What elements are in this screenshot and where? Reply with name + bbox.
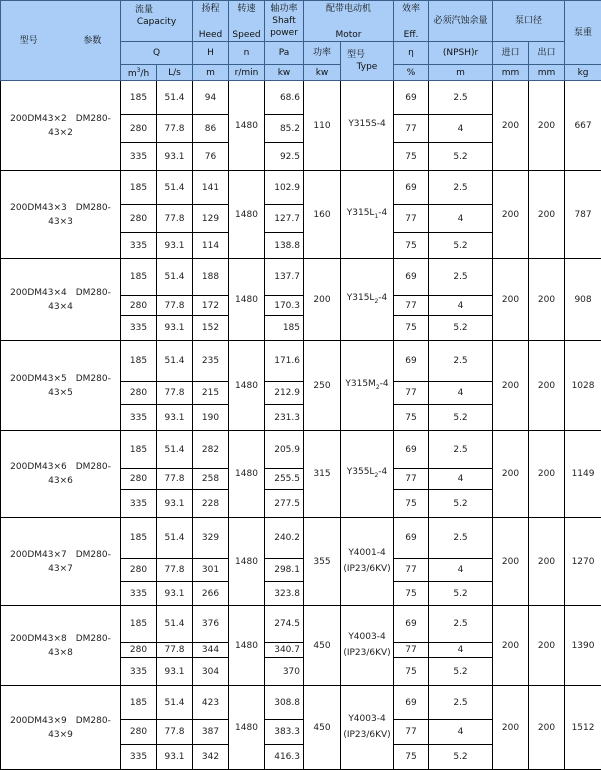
head-cell: 344 <box>193 643 229 658</box>
head-cell: 329 <box>193 518 229 559</box>
unit-kw-motor: kw <box>304 65 341 81</box>
q-symbol: Q <box>121 42 193 65</box>
speed-cell: 1480 <box>229 341 265 431</box>
flow-ls-cell: 93.1 <box>157 745 193 770</box>
flow-m3h-cell: 280 <box>121 559 157 582</box>
speed-cell: 1480 <box>229 686 265 770</box>
shaft-power-cell: 340.7 <box>265 643 304 658</box>
head-cell: 301 <box>193 559 229 582</box>
motor-cn: 配带电动机 <box>304 3 393 15</box>
flow-m3h-cell: 185 <box>121 259 157 296</box>
motor-power-cell: 200 <box>304 259 341 341</box>
head-cell: 94 <box>193 81 229 115</box>
efficiency-cell: 69 <box>394 171 429 205</box>
flow-m3h-cell: 335 <box>121 582 157 606</box>
flow-ls-cell: 93.1 <box>157 143 193 171</box>
efficiency-cell: 69 <box>394 341 429 382</box>
motor-type-cell: Y4001-4 (IP23/6KV) <box>341 518 394 606</box>
outlet-cell: 200 <box>529 686 565 770</box>
speed-cell: 1480 <box>229 518 265 606</box>
shaft-cn: 轴功率 <box>265 1 303 15</box>
inlet-label: 进口 <box>493 42 529 65</box>
motor-power-cell: 160 <box>304 171 341 259</box>
unit-m: m <box>193 65 229 81</box>
head-cell: 423 <box>193 686 229 720</box>
table-body <box>1 81 601 770</box>
head-cn: 扬程 <box>193 3 228 15</box>
weight-cell: 787 <box>565 171 601 259</box>
flow-ls-cell: 93.1 <box>157 316 193 341</box>
unit-pct: % <box>394 65 429 81</box>
head-cell: 114 <box>193 233 229 259</box>
flow-ls-cell: 51.4 <box>157 171 193 205</box>
efficiency-header <box>394 1 429 42</box>
head-cell: 188 <box>193 259 229 296</box>
motor-en: Motor <box>304 29 393 41</box>
efficiency-cell: 77 <box>394 205 429 233</box>
speed-cell: 1480 <box>229 431 265 518</box>
motor-type-en: Type <box>341 61 393 73</box>
capacity-header <box>121 1 193 42</box>
npsh-cell: 4 <box>429 559 493 582</box>
speed-cell: 1480 <box>229 81 265 171</box>
flow-m3h-cell: 280 <box>121 469 157 490</box>
shaft-power-cell: 308.8 <box>265 686 304 720</box>
eta-symbol: η <box>394 42 429 65</box>
motor-power-cell: 110 <box>304 81 341 171</box>
unit-m3h: $m^3/h$ <box>121 65 157 81</box>
efficiency-cell: 77 <box>394 720 429 745</box>
shaft-power-cell: 240.2 <box>265 518 304 559</box>
shaft-power-cell: 370 <box>265 658 304 686</box>
efficiency-cell: 75 <box>394 143 429 171</box>
head-cell: 86 <box>193 115 229 143</box>
flow-ls-cell: 77.8 <box>157 115 193 143</box>
efficiency-cell: 75 <box>394 658 429 686</box>
flow-m3h-cell: 280 <box>121 296 157 316</box>
weight-cell: 1028 <box>565 341 601 431</box>
model-cell: 200DM43×6 DM280- 43×6 <box>1 431 121 518</box>
efficiency-cell: 75 <box>394 316 429 341</box>
npsh-cell: 2.5 <box>429 259 493 296</box>
unit-kw-shaft: kw <box>265 65 304 81</box>
weight-cell: 908 <box>565 259 601 341</box>
flow-m3h-cell: 280 <box>121 720 157 745</box>
flow-m3h-cell: 280 <box>121 643 157 658</box>
shaft-power-cell: 205.9 <box>265 431 304 469</box>
flow-ls-cell: 51.4 <box>157 259 193 296</box>
table-row <box>1 606 601 643</box>
motor-power-cell: 450 <box>304 686 341 770</box>
unit-ls: L/s <box>157 65 193 81</box>
head-en: Heed <box>193 29 228 41</box>
npsh-cell: 2.5 <box>429 606 493 643</box>
head-cell: 141 <box>193 171 229 205</box>
shaft-en1: Shaft <box>265 15 303 27</box>
motor-power-cell: 355 <box>304 518 341 606</box>
shaft-power-cell: 68.6 <box>265 81 304 115</box>
npsh-cell: 4 <box>429 296 493 316</box>
head-cell: 76 <box>193 143 229 171</box>
flow-m3h-cell: 335 <box>121 316 157 341</box>
head-cell: 215 <box>193 382 229 405</box>
h-symbol: H <box>193 42 229 65</box>
head-cell: 282 <box>193 431 229 469</box>
flow-m3h-cell: 335 <box>121 405 157 431</box>
shaft-power-cell: 212.9 <box>265 382 304 405</box>
shaft-power-cell: 85.2 <box>265 115 304 143</box>
n-symbol: n <box>229 42 265 65</box>
shaft-power-cell: 274.5 <box>265 606 304 643</box>
shaft-power-cell: 92.5 <box>265 143 304 171</box>
inlet-cell: 200 <box>493 606 529 686</box>
flow-m3h-cell: 335 <box>121 658 157 686</box>
npsh-cell: 5.2 <box>429 316 493 341</box>
outlet-cell: 200 <box>529 81 565 171</box>
shaft-power-cell: 277.5 <box>265 490 304 518</box>
table-row <box>1 81 601 115</box>
efficiency-cell: 77 <box>394 382 429 405</box>
flow-m3h-cell: 335 <box>121 143 157 171</box>
flow-m3h-cell: 185 <box>121 606 157 643</box>
flow-ls-cell: 77.8 <box>157 382 193 405</box>
efficiency-cell: 75 <box>394 745 429 770</box>
flow-m3h-cell: 280 <box>121 382 157 405</box>
npsh-cell: 2.5 <box>429 431 493 469</box>
eff-en: Eff. <box>394 29 428 41</box>
flow-m3h-cell: 280 <box>121 205 157 233</box>
motor-type-cell: Y4003-4 (IP23/6KV) <box>341 606 394 686</box>
head-cell: 228 <box>193 490 229 518</box>
shaft-power-cell: 102.9 <box>265 171 304 205</box>
flow-ls-cell: 93.1 <box>157 405 193 431</box>
head-cell: 235 <box>193 341 229 382</box>
shaft-en2: power <box>265 27 303 39</box>
speed-header <box>229 1 265 42</box>
inlet-cell: 200 <box>493 81 529 171</box>
head-cell: 129 <box>193 205 229 233</box>
model-cell: 200DM43×7 DM280- 43×7 <box>1 518 121 606</box>
npsh-cell: 5.2 <box>429 658 493 686</box>
table-row <box>1 431 601 469</box>
flow-ls-cell: 77.8 <box>157 720 193 745</box>
speed-cell: 1480 <box>229 259 265 341</box>
motor-type-cell: $Y355L_2-4$ <box>341 431 394 518</box>
shaft-power-cell: 416.3 <box>265 745 304 770</box>
npsh-cell: 2.5 <box>429 686 493 720</box>
flow-ls-cell: 77.8 <box>157 469 193 490</box>
flow-m3h-cell: 185 <box>121 81 157 115</box>
npsh-cell: 5.2 <box>429 405 493 431</box>
eff-cn: 效率 <box>394 3 428 15</box>
shaft-power-cell: 138.8 <box>265 233 304 259</box>
efficiency-cell: 69 <box>394 81 429 115</box>
head-header <box>193 1 229 42</box>
model-cell: 200DM43×8 DM280- 43×8 <box>1 606 121 686</box>
param-label: 参数 <box>83 36 101 46</box>
head-cell: 258 <box>193 469 229 490</box>
speed-cell: 1480 <box>229 171 265 259</box>
flow-ls-cell: 51.4 <box>157 81 193 115</box>
head-cell: 304 <box>193 658 229 686</box>
npsh-cell: 5.2 <box>429 745 493 770</box>
unit-mm-inlet: mm <box>493 65 529 81</box>
flow-ls-cell: 51.4 <box>157 341 193 382</box>
shaft-power-cell: 298.1 <box>265 559 304 582</box>
weight-cell: 1270 <box>565 518 601 606</box>
table-row <box>1 341 601 382</box>
npsh-symbol: (NPSH)r <box>429 42 493 65</box>
model-cell: 200DM43×5 DM280- 43×5 <box>1 341 121 431</box>
motor-type-cell: $Y315M_2-4$ <box>341 341 394 431</box>
flow-ls-cell: 51.4 <box>157 518 193 559</box>
model-cell: 200DM43×3 DM280- 43×3 <box>1 171 121 259</box>
motor-type-header <box>341 42 394 81</box>
flow-ls-cell: 77.8 <box>157 205 193 233</box>
capacity-cn: 流量 <box>121 1 192 16</box>
flow-ls-cell: 51.4 <box>157 606 193 643</box>
motor-type-cell: Y4003-4 (IP23/6KV) <box>341 686 394 770</box>
speed-en: Speed <box>229 29 264 41</box>
table-header <box>1 1 601 81</box>
efficiency-cell: 69 <box>394 518 429 559</box>
flow-ls-cell: 93.1 <box>157 233 193 259</box>
npsh-cell: 4 <box>429 205 493 233</box>
efficiency-cell: 75 <box>394 582 429 606</box>
shaft-power-header <box>265 1 304 42</box>
weight-cell: 1149 <box>565 431 601 518</box>
table-row <box>1 171 601 205</box>
npsh-header: 必须汽蚀余量 <box>429 1 493 42</box>
table-row <box>1 259 601 296</box>
flow-ls-cell: 77.8 <box>157 559 193 582</box>
shaft-power-cell: 171.6 <box>265 341 304 382</box>
motor-power-cell: 450 <box>304 606 341 686</box>
flow-ls-cell: 93.1 <box>157 582 193 606</box>
npsh-cell: 5.2 <box>429 143 493 171</box>
bore-header: 泵口径 <box>493 1 565 42</box>
efficiency-cell: 75 <box>394 490 429 518</box>
npsh-cell: 4 <box>429 720 493 745</box>
inlet-cell: 200 <box>493 686 529 770</box>
model-param-header <box>1 1 121 81</box>
npsh-cell: 4 <box>429 382 493 405</box>
speed-cn: 转速 <box>229 3 264 15</box>
flow-m3h-cell: 185 <box>121 341 157 382</box>
table-row <box>1 686 601 720</box>
flow-ls-cell: 51.4 <box>157 431 193 469</box>
model-cell: 200DM43×9 DM280-43×9 <box>1 686 121 770</box>
shaft-power-cell: 231.3 <box>265 405 304 431</box>
flow-m3h-cell: 335 <box>121 233 157 259</box>
head-cell: 342 <box>193 745 229 770</box>
motor-power-cell: 250 <box>304 341 341 431</box>
inlet-cell: 200 <box>493 171 529 259</box>
npsh-cell: 5.2 <box>429 582 493 606</box>
outlet-label: 出口 <box>529 42 565 65</box>
npsh-cell: 4 <box>429 115 493 143</box>
pa-symbol: Pa <box>265 42 304 65</box>
flow-ls-cell: 93.1 <box>157 490 193 518</box>
weight-cell: 1390 <box>565 606 601 686</box>
motor-type-cell: Y315S-4 <box>341 81 394 171</box>
outlet-cell: 200 <box>529 606 565 686</box>
flow-m3h-cell: 335 <box>121 745 157 770</box>
head-cell: 376 <box>193 606 229 643</box>
head-cell: 190 <box>193 405 229 431</box>
npsh-cell: 5.2 <box>429 490 493 518</box>
shaft-power-cell: 185 <box>265 316 304 341</box>
table-row <box>1 518 601 559</box>
efficiency-cell: 69 <box>394 431 429 469</box>
unit-mm-outlet: mm <box>529 65 565 81</box>
shaft-power-cell: 137.7 <box>265 259 304 296</box>
flow-m3h-cell: 185 <box>121 686 157 720</box>
efficiency-cell: 75 <box>394 405 429 431</box>
npsh-cell: 4 <box>429 469 493 490</box>
flow-m3h-cell: 335 <box>121 490 157 518</box>
efficiency-cell: 69 <box>394 606 429 643</box>
motor-header <box>304 1 394 42</box>
npsh-cell: 2.5 <box>429 81 493 115</box>
efficiency-cell: 77 <box>394 559 429 582</box>
efficiency-cell: 69 <box>394 686 429 720</box>
outlet-cell: 200 <box>529 431 565 518</box>
flow-ls-cell: 51.4 <box>157 686 193 720</box>
efficiency-cell: 77 <box>394 115 429 143</box>
head-cell: 387 <box>193 720 229 745</box>
motor-power-cell: 315 <box>304 431 341 518</box>
outlet-cell: 200 <box>529 518 565 606</box>
head-cell: 172 <box>193 296 229 316</box>
inlet-cell: 200 <box>493 518 529 606</box>
flow-ls-cell: 93.1 <box>157 658 193 686</box>
outlet-cell: 200 <box>529 259 565 341</box>
weight-header: 泵重 <box>565 1 601 65</box>
shaft-power-cell: 383.3 <box>265 720 304 745</box>
inlet-cell: 200 <box>493 259 529 341</box>
inlet-cell: 200 <box>493 431 529 518</box>
outlet-cell: 200 <box>529 341 565 431</box>
efficiency-cell: 77 <box>394 469 429 490</box>
unit-m-npsh: m <box>429 65 493 81</box>
outlet-cell: 200 <box>529 171 565 259</box>
motor-type-cell: $Y315L_1-4$ <box>341 171 394 259</box>
inlet-cell: 200 <box>493 341 529 431</box>
flow-m3h-cell: 185 <box>121 518 157 559</box>
shaft-power-cell: 127.7 <box>265 205 304 233</box>
unit-rmin: r/min <box>229 65 265 81</box>
flow-m3h-cell: 185 <box>121 171 157 205</box>
model-cell: 200DM43×2 DM280- 43×2 <box>1 81 121 171</box>
capacity-en: Capacity <box>121 16 192 28</box>
head-cell: 266 <box>193 582 229 606</box>
weight-cell: 667 <box>565 81 601 171</box>
npsh-cell: 4 <box>429 643 493 658</box>
motor-type-cell: $Y315L_2-4$ <box>341 259 394 341</box>
model-label: 型号 <box>20 36 38 46</box>
motor-type-cn: 型号 <box>341 49 393 61</box>
head-cell: 152 <box>193 316 229 341</box>
shaft-power-cell: 323.8 <box>265 582 304 606</box>
efficiency-cell: 69 <box>394 259 429 296</box>
flow-ls-cell: 77.8 <box>157 643 193 658</box>
npsh-cell: 5.2 <box>429 233 493 259</box>
flow-m3h-cell: 185 <box>121 431 157 469</box>
flow-m3h-cell: 280 <box>121 115 157 143</box>
weight-cell: 1512 <box>565 686 601 770</box>
flow-ls-cell: 77.8 <box>157 296 193 316</box>
model-cell: 200DM43×4 DM280- 43×4 <box>1 259 121 341</box>
shaft-power-cell: 255.5 <box>265 469 304 490</box>
speed-cell: 1480 <box>229 606 265 686</box>
motor-power-label: 功率 <box>304 42 341 65</box>
npsh-cell: 2.5 <box>429 518 493 559</box>
efficiency-cell: 75 <box>394 233 429 259</box>
efficiency-cell: 77 <box>394 643 429 658</box>
shaft-power-cell: 170.3 <box>265 296 304 316</box>
npsh-cell: 2.5 <box>429 171 493 205</box>
npsh-cell: 2.5 <box>429 341 493 382</box>
unit-kg: kg <box>565 65 601 81</box>
efficiency-cell: 77 <box>394 296 429 316</box>
